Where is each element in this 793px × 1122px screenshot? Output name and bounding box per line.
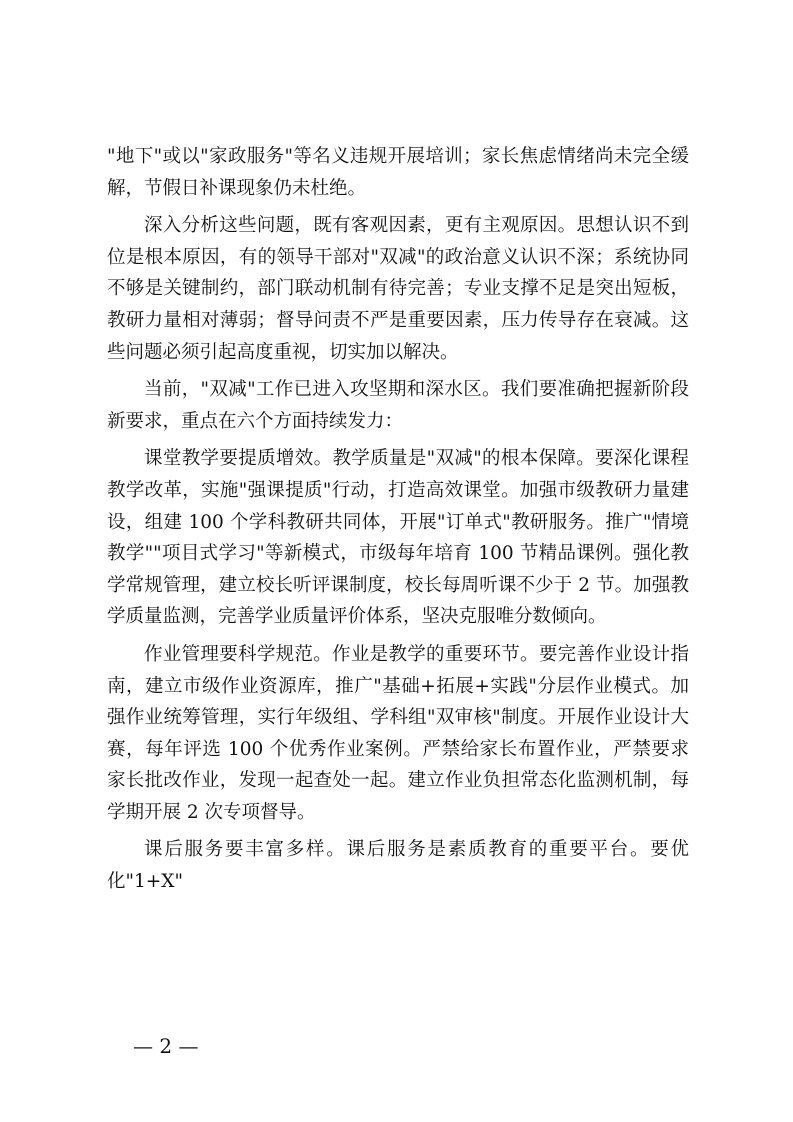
paragraph-problem-analysis: 深入分析这些问题，既有客观因素，更有主观原因。思想认识不到位是根本原因，有的领导干部对"双减"的政治意义认识不深；系统协同不够是关键制约，部门联动机制有待完善；专业支撑不足是突出短板，教研力量相对薄弱；督导问责不严是重要因素，压力传导存在衰减。这些问题必须引起高度重视，切实加以解决。 bbox=[107, 215, 689, 363]
paragraph-classroom-teaching: 课堂教学要提质增效。教学质量是"双减"的根本保障。要深化课程教学改革，实施"强课提质"行动，打造高效课堂。加强市级教研力量建设，组建 100 个学科教研共同体，开展"订单式"教研服务。推广"情境教学""项目式学习"等新模式，市级每年培育 100 节精品课例。强化教学常规管理，建立校长听评课制度，校长每周听课不少于 2 节。加强教学质量监测，完善学业质量评价体系，坚决克服唯分数倾向。 bbox=[107, 448, 689, 628]
body-text bbox=[107, 141, 689, 904]
paragraph-after-school-service: 课后服务要丰富多样。课后服务是素质教育的重要平台。要优化"1+X" bbox=[107, 839, 689, 893]
paragraph-homework-management: 作业管理要科学规范。作业是教学的重要环节。要完善作业设计指南，建立市级作业资源库，推广"基础+拓展+实践"分层作业模式。加强作业统筹管理，实行年级组、学科组"双审核"制度。开展作业设计大赛，每年评选 100 个优秀作业案例。严禁给家长布置作业，严禁要求家长批改作业，发现一起查处一起。建立作业负担常态化监测机制，每学期开展 2 次专项督导。 bbox=[107, 643, 689, 823]
page-number: — 2 — bbox=[133, 1034, 199, 1058]
paragraph-current-stage: 当前，"双减"工作已进入攻坚期和深水区。我们要准确把握新阶段新要求，重点在六个方面持续发力： bbox=[107, 379, 689, 432]
paragraph-continued: "地下"或以"家政服务"等名义违规开展培训；家长焦虑情绪尚未完全缓解，节假日补课现象仍未杜绝。 bbox=[107, 146, 689, 199]
